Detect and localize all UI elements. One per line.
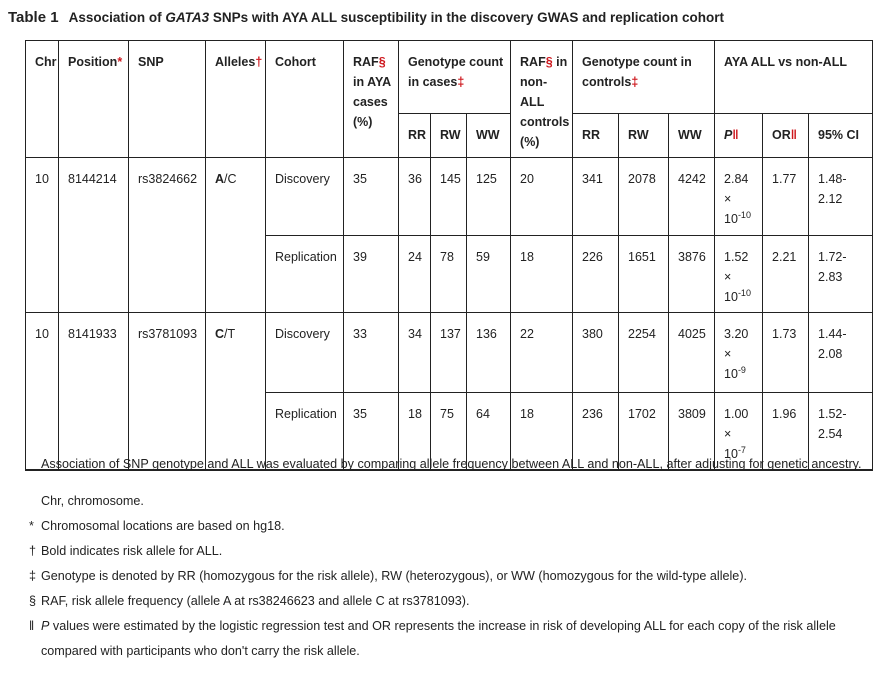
- cell-p-value: 3.20 × $10^{-9}$: [715, 313, 763, 393]
- cell-alleles: [206, 158, 266, 313]
- cell-rr-cases: 18: [399, 393, 431, 471]
- cell-rw-cases: 137: [431, 313, 467, 393]
- footnote-abbreviation: Chr, chromosome.: [41, 494, 144, 508]
- col-header-odds-ratio: [763, 114, 809, 158]
- cell-p-value: 1.52 × $10^{-10}$: [715, 236, 763, 313]
- footnote-text: P values were estimated by the logistic regression test and OR represents the increase in risk of developing ALL for each copy of the risk allele compared with participants who don't carry the risk allele.: [41, 619, 836, 658]
- header-label: RAF: [353, 55, 379, 69]
- header-label: Alleles: [215, 55, 256, 69]
- col-header-snp: SNP: [129, 41, 206, 158]
- gene-name-italic: GATA3: [165, 10, 210, 25]
- cell-snp: rs3824662: [129, 158, 206, 313]
- cell-rw-cases: 78: [431, 236, 467, 313]
- risk-allele: A: [215, 172, 225, 186]
- cell-raf-cases: 35: [344, 393, 399, 471]
- footnote-mark-section: §: [378, 55, 386, 69]
- p-italic: P: [41, 619, 50, 633]
- footnote-mark-double-dagger: ‡: [457, 75, 465, 89]
- header-label: Genotype count in cases: [408, 55, 504, 89]
- cell-ww-controls: 3876: [669, 236, 715, 313]
- cell-raf-cases: 33: [344, 313, 399, 393]
- cell-position: 8141933: [59, 313, 129, 471]
- cell-odds-ratio: 2.21: [763, 236, 809, 313]
- cell-rr-controls: 380: [573, 313, 619, 393]
- cell-ww-cases: 125: [467, 158, 511, 236]
- p-exponent: -10: [737, 209, 751, 220]
- footnote-text: RAF, risk allele frequency (allele A at rs38246623 and allele C at rs3781093).: [41, 594, 470, 608]
- cell-odds-ratio: 1.77: [763, 158, 809, 236]
- cell-p-value: 2.84 × $10^{-10}$: [715, 158, 763, 236]
- footnote-mark-double-dagger: ‡: [631, 75, 639, 89]
- cell-confidence-interval: 1.72-2.83: [809, 236, 873, 313]
- col-header-p-value: [715, 114, 763, 158]
- col-header-ww-cases: WW: [467, 114, 511, 158]
- footnote-marker: †: [29, 544, 37, 558]
- cell-confidence-interval: 1.52-2.54: [809, 393, 873, 471]
- results-table: [25, 40, 873, 471]
- footnote-marker: ‖: [29, 619, 35, 633]
- caption-text-pre: Association of: [68, 10, 166, 25]
- footnote-marker: *: [29, 519, 34, 533]
- col-header-alleles: [206, 41, 266, 158]
- cell-chr: 10: [26, 158, 59, 313]
- cell-raf-cases: 35: [344, 158, 399, 236]
- col-header-chr: Chr: [26, 41, 59, 158]
- cell-rr-cases: 36: [399, 158, 431, 236]
- footnote-marker: ‡: [29, 569, 37, 583]
- cell-rw-controls: 1651: [619, 236, 669, 313]
- header-label: in AYA cases (%): [353, 75, 391, 129]
- cell-rr-controls: 236: [573, 393, 619, 471]
- cell-rw-cases: 145: [431, 158, 467, 236]
- cell-rw-cases: 75: [431, 393, 467, 471]
- cell-ww-cases: 136: [467, 313, 511, 393]
- footnote-asterisk: [29, 514, 871, 539]
- footnote-text: Bold indicates risk allele for ALL.: [41, 544, 223, 558]
- cell-rw-controls: 2254: [619, 313, 669, 393]
- cell-raf-controls: 20: [511, 158, 573, 236]
- footnote-double-dagger: [29, 564, 871, 589]
- cell-ww-controls: 3809: [669, 393, 715, 471]
- risk-allele: C: [215, 327, 225, 341]
- cell-rr-cases: 34: [399, 313, 431, 393]
- cell-ww-cases: 64: [467, 393, 511, 471]
- footnote-marker: §: [29, 594, 37, 608]
- footnote-mark-asterisk: *: [117, 55, 123, 69]
- footnotes: [29, 452, 871, 664]
- table-title: [8, 9, 724, 26]
- cell-confidence-interval: 1.44-2.08: [809, 313, 873, 393]
- cell-odds-ratio: 1.73: [763, 313, 809, 393]
- footnote-mark-parallel: ‖: [790, 128, 798, 143]
- footnote-parallel: [29, 614, 871, 664]
- cell-ww-cases: 59: [467, 236, 511, 313]
- header-label: RAF: [520, 55, 546, 69]
- col-header-rw-cases: RW: [431, 114, 467, 158]
- p-exponent: -9: [737, 364, 746, 375]
- cell-cohort: Replication: [266, 236, 344, 313]
- cell-position: 8144214: [59, 158, 129, 313]
- table-row: [26, 158, 873, 236]
- cell-rr-cases: 24: [399, 236, 431, 313]
- cell-raf-cases: 39: [344, 236, 399, 313]
- cell-raf-controls: 18: [511, 236, 573, 313]
- col-header-raf-cases: [344, 41, 399, 158]
- cell-rr-controls: 226: [573, 236, 619, 313]
- cell-rw-controls: 1702: [619, 393, 669, 471]
- p-italic: P: [724, 128, 733, 143]
- wild-allele: /C: [224, 172, 237, 186]
- footnote-dagger: [29, 539, 871, 564]
- cell-raf-controls: 22: [511, 313, 573, 393]
- cell-raf-controls: 18: [511, 393, 573, 471]
- col-group-comparison: AYA ALL vs non-ALL: [715, 41, 873, 114]
- footnote-section: [29, 589, 871, 614]
- header-label: Genotype count in controls: [582, 55, 692, 89]
- cell-chr: 10: [26, 313, 59, 471]
- col-header-rw-controls: RW: [619, 114, 669, 158]
- footnote-mark-parallel: ‖: [732, 128, 739, 143]
- header-label: Position: [68, 55, 118, 69]
- cell-alleles: [206, 313, 266, 471]
- footnote-text: Genotype is denoted by RR (homozygous for the risk allele), RW (heterozygous), or WW (homozygous for the wild-type allele).: [41, 569, 748, 583]
- cell-p-value: 1.00 × $10^{-7}$: [715, 393, 763, 471]
- col-header-confidence-interval: 95% CI: [809, 114, 873, 158]
- p-exponent: -7: [737, 444, 746, 455]
- table-row: [26, 313, 873, 393]
- col-header-raf-controls: [511, 41, 573, 158]
- cell-cohort: Discovery: [266, 313, 344, 393]
- cell-odds-ratio: 1.96: [763, 393, 809, 471]
- p-exponent: -10: [737, 287, 751, 298]
- footnote-mark-dagger: †: [255, 55, 263, 69]
- cell-confidence-interval: 1.48-2.12: [809, 158, 873, 236]
- col-header-rr-cases: RR: [399, 114, 431, 158]
- col-header-cohort: Cohort: [266, 41, 344, 158]
- col-header-rr-controls: RR: [573, 114, 619, 158]
- header-label: in non-ALL controls (%): [520, 55, 570, 149]
- header-label: OR: [772, 128, 791, 143]
- cell-ww-controls: 4025: [669, 313, 715, 393]
- cell-cohort: Discovery: [266, 158, 344, 236]
- footnote-mark-section: §: [545, 55, 553, 69]
- header-row-groups: [26, 41, 873, 114]
- caption-text-post: SNPs with AYA ALL susceptibility in the discovery GWAS and replication cohort: [209, 10, 724, 25]
- table-number: Table 1: [8, 9, 59, 26]
- cell-cohort: Replication: [266, 393, 344, 471]
- footnote-text: Chromosomal locations are based on hg18.: [41, 519, 285, 533]
- cell-snp: rs3781093: [129, 313, 206, 471]
- wild-allele: /T: [224, 327, 236, 341]
- col-header-ww-controls: WW: [669, 114, 715, 158]
- col-header-position: [59, 41, 129, 158]
- cell-rw-controls: 2078: [619, 158, 669, 236]
- col-group-genotype-controls: [573, 41, 715, 114]
- col-group-genotype-cases: [399, 41, 511, 114]
- footnote-general: Association of SNP genotype and ALL was evaluated by comparing allele frequency between ALL and non-ALL, after adjusting for genetic ancestry.: [41, 457, 862, 471]
- cell-rr-controls: 341: [573, 158, 619, 236]
- cell-ww-controls: 4242: [669, 158, 715, 236]
- table-caption: [69, 10, 724, 25]
